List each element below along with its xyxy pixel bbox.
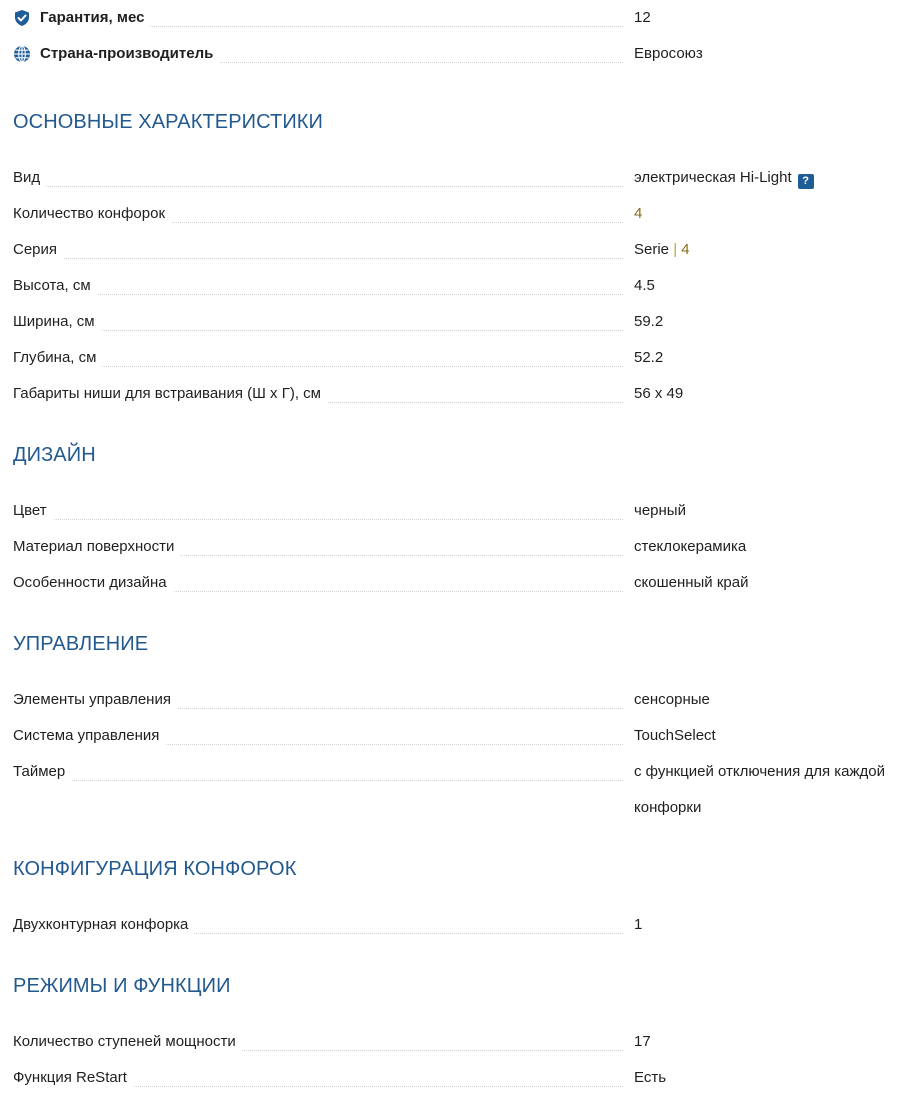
spec-row — [13, 196, 903, 232]
spec-label: Габариты ниши для встраивания (Ш х Г), см — [13, 385, 327, 403]
dotted-leader — [13, 519, 623, 520]
spec-row — [13, 268, 903, 304]
spec-row — [13, 376, 903, 412]
spec-row — [13, 160, 903, 196]
dotted-leader — [13, 330, 623, 331]
series-name: Serie — [634, 241, 670, 258]
spec-label: Особенности дизайна — [13, 574, 173, 592]
spec-value: скошенный край — [634, 574, 749, 591]
spec-value: 56 x 49 — [634, 385, 684, 402]
section-controls — [13, 632, 903, 826]
spec-label: Серия — [13, 241, 63, 259]
spec-row — [13, 565, 903, 601]
spec-row-country — [13, 36, 903, 72]
section-title: УПРАВЛЕНИЕ — [13, 633, 149, 655]
spec-value: черный — [634, 502, 686, 519]
dotted-leader — [13, 780, 623, 781]
spec-row — [13, 493, 903, 529]
spec-value-text: электрическая Hi-Light — [634, 169, 792, 186]
section-design — [13, 443, 903, 601]
dotted-leader — [13, 258, 623, 259]
spec-label: Количество ступеней мощности — [13, 1033, 242, 1051]
spec-row — [13, 529, 903, 565]
series-number: 4 — [681, 241, 690, 258]
series-separator: | — [673, 241, 678, 258]
spec-value: Есть — [634, 1069, 667, 1086]
spec-value: 17 — [634, 1033, 651, 1050]
spec-label: Система управления — [13, 727, 165, 745]
spec-label: Таймер — [13, 763, 71, 781]
spec-label: Количество конфорок — [13, 205, 171, 223]
spec-row — [13, 682, 903, 718]
section-main-specs — [13, 110, 903, 412]
spec-row — [13, 754, 903, 826]
help-icon[interactable]: ? — [798, 174, 814, 189]
spec-label: Страна-производитель — [13, 45, 219, 63]
spec-row — [13, 340, 903, 376]
spec-row-warranty — [13, 0, 903, 36]
spec-value — [634, 196, 903, 232]
spec-row — [13, 1060, 903, 1096]
spec-value — [634, 232, 903, 268]
spec-label: Гарантия, мес — [13, 9, 150, 27]
dotted-leader — [13, 294, 623, 295]
spec-value: сенсорные — [634, 691, 710, 708]
spec-value: 59.2 — [634, 313, 664, 330]
spec-label: Глубина, см — [13, 349, 102, 367]
dotted-leader — [13, 186, 623, 187]
section-title: РЕЖИМЫ И ФУНКЦИИ — [13, 975, 231, 997]
section-modes-functions — [13, 974, 903, 1096]
globe-icon — [13, 45, 31, 63]
spec-row — [13, 907, 903, 943]
spec-value: 4.5 — [634, 277, 655, 294]
shield-check-icon — [13, 9, 31, 27]
spec-value: TouchSelect — [634, 727, 716, 744]
section-title: КОНФИГУРАЦИЯ КОНФОРОК — [13, 858, 297, 880]
spec-value: 52.2 — [634, 349, 664, 366]
spec-row — [13, 232, 903, 268]
spec-label: Функция ReStart — [13, 1069, 133, 1087]
section-title: ОСНОВНЫЕ ХАРАКТЕРИСТИКИ — [13, 111, 324, 133]
spec-label: Высота, см — [13, 277, 97, 295]
spec-label: Ширина, см — [13, 313, 101, 331]
spec-label: Материал поверхности — [13, 538, 180, 556]
dotted-leader — [13, 366, 623, 367]
spec-row — [13, 718, 903, 754]
spec-label: Двухконтурная конфорка — [13, 916, 194, 934]
spec-value-text: 4 — [634, 205, 643, 222]
spec-value: стеклокерамика — [634, 538, 747, 555]
spec-label: Цвет — [13, 502, 53, 520]
spec-label: Элементы управления — [13, 691, 177, 709]
spec-row — [13, 1024, 903, 1060]
spec-value: с функцией отключения для каждой конфорки — [634, 763, 885, 816]
spec-row — [13, 304, 903, 340]
section-title: ДИЗАЙН — [13, 444, 96, 466]
spec-value — [634, 160, 903, 196]
spec-value: 1 — [634, 916, 643, 933]
spec-value: 12 — [634, 9, 651, 26]
spec-label: Вид — [13, 169, 46, 187]
spec-value: Евросоюз — [634, 45, 703, 62]
top-specs — [13, 0, 903, 72]
section-burner-config — [13, 857, 903, 943]
